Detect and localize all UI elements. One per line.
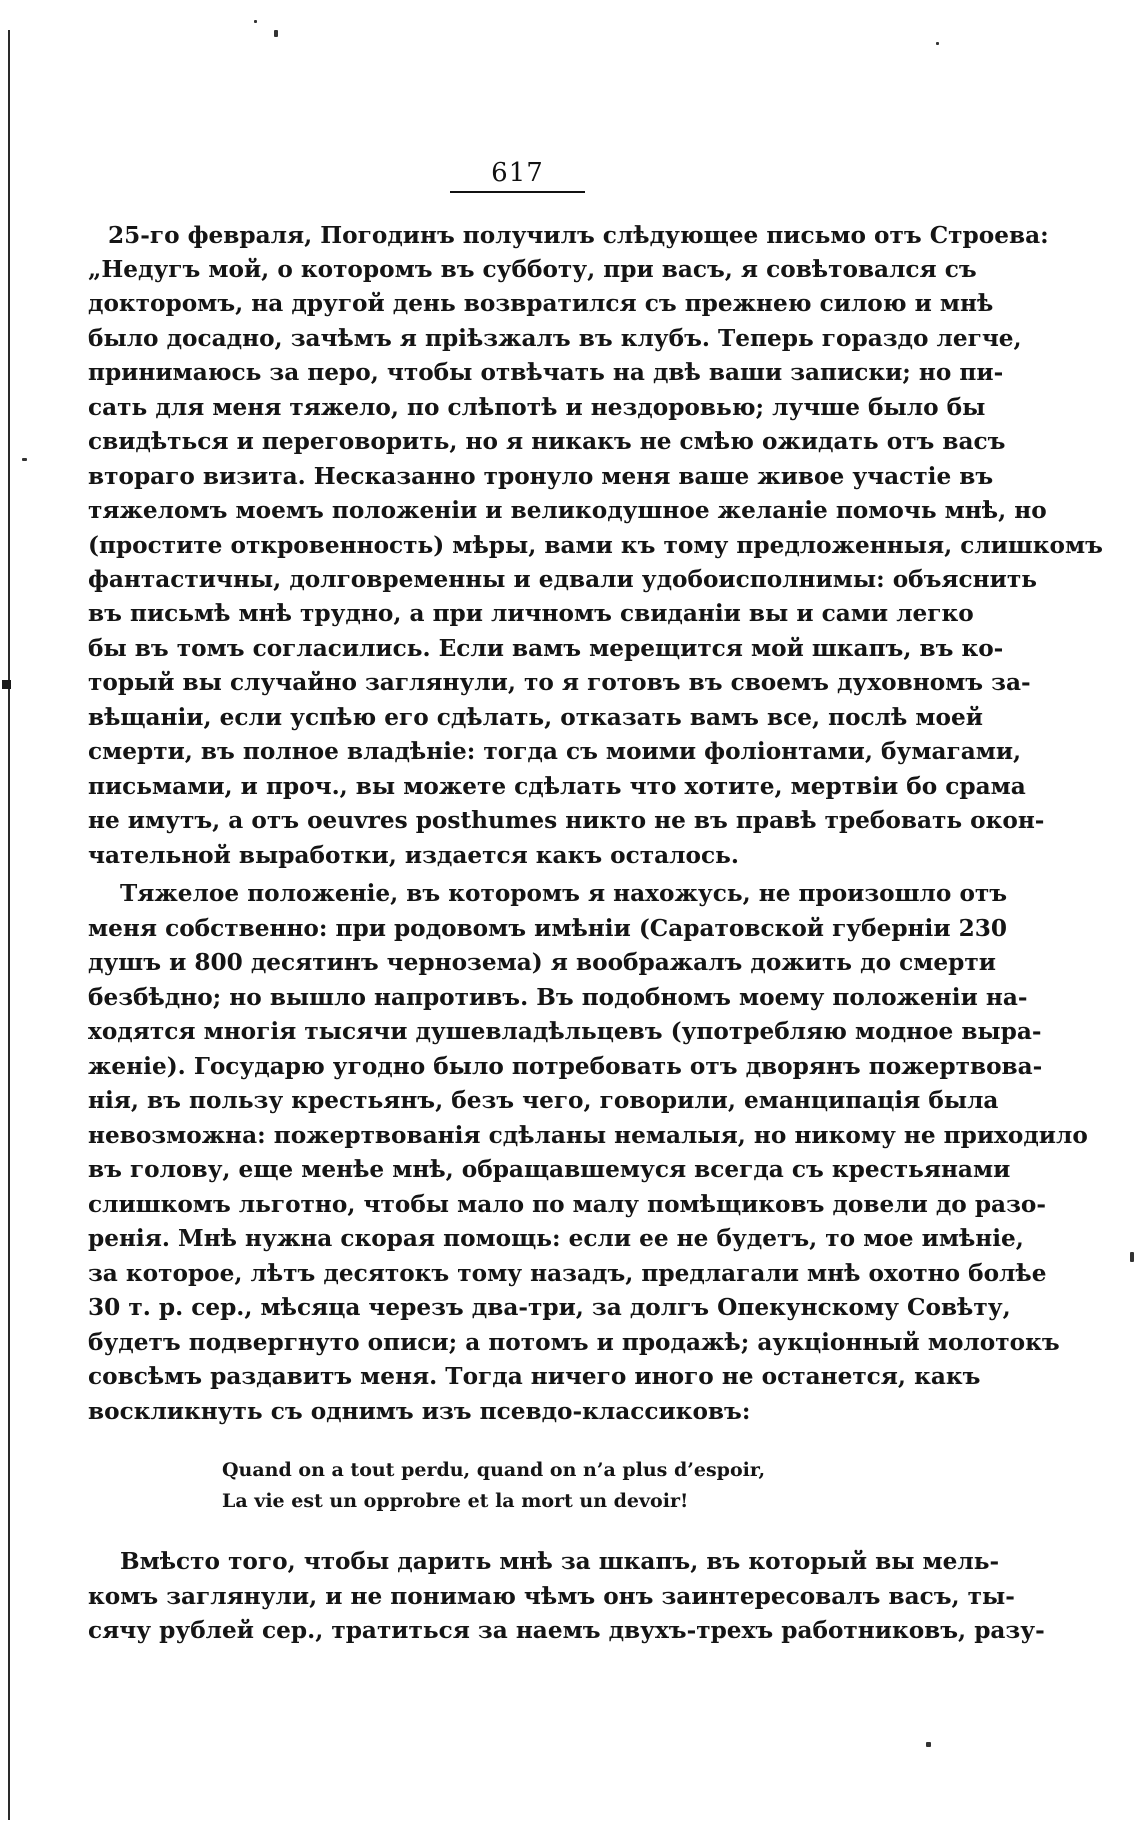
text-line: втораго визита. Несказанно тронуло меня ваше живое участіе въ <box>88 463 994 490</box>
scan-speck <box>274 30 278 37</box>
page-number-rule <box>450 191 585 193</box>
text-line: совсѣмъ раздавитъ меня. Тогда ничего иного не останется, какъ <box>88 1363 981 1390</box>
text-line: тяжеломъ моемъ положеніи и великодушное желаніе помочь мнѣ, но <box>88 497 1047 524</box>
text-line: ренія. Мнѣ нужна скорая помощь: если ее не будетъ, то мое имѣніе, <box>88 1225 1024 1252</box>
text-line: 30 т. р. сер., мѣсяца черезъ два-три, за долгъ Опекунскому Совѣту, <box>88 1294 1011 1321</box>
text-line: невозможна: пожертвованія сдѣланы немалыя, но никому не приходило <box>88 1122 1088 1149</box>
text-line: нія, въ пользу крестьянъ, безъ чего, говорили, еманципація была <box>88 1087 999 1114</box>
scan-speck <box>22 458 27 461</box>
text-line: будетъ подвергнуто описи; а потомъ и продажѣ; аукціонный молотокъ <box>88 1329 1060 1356</box>
text-line: смерти, въ полное владѣніе: тогда съ моими фоліонтами, бумагами, <box>88 738 1022 765</box>
scan-speck <box>936 42 939 45</box>
text-line: безбѣдно; но вышло напротивъ. Въ подобномъ моему положеніи на- <box>88 984 1028 1011</box>
text-line: принимаюсь за перо, чтобы отвѣчать на двѣ ваши записки; но пи- <box>88 359 1004 386</box>
text-line: слишкомъ льготно, чтобы мало по малу помѣщиковъ довели до разо- <box>88 1191 1046 1218</box>
text-line: докторомъ, на другой день возвратился съ прежнею силою и мнѣ <box>88 290 994 317</box>
binding-mark <box>2 680 11 689</box>
text-line: женіе). Государю угодно было потребовать отъ дворянъ пожертвова- <box>88 1053 1043 1080</box>
scan-speck <box>1130 1252 1134 1262</box>
text-line: сячу рублей сер., тратиться за наемъ двухъ-трехъ работниковъ, разу- <box>88 1617 1045 1644</box>
text-line: „Недугъ мой, о которомъ въ субботу, при васъ, я совѣтовался съ <box>88 256 977 283</box>
text-line: 25-го февраля, Погодинъ получилъ слѣдующее письмо отъ Строева: <box>108 222 1049 249</box>
text-line: не имутъ, а отъ oeuvres posthumes никто не въ правѣ требовать окон- <box>88 807 1045 834</box>
text-line: было досадно, зачѣмъ я пріѣзжалъ въ клубъ. Теперь гораздо легче, <box>88 325 1022 352</box>
text-line: въ голову, еще менѣе мнѣ, обращавшемуся всегда съ крестьянами <box>88 1156 1011 1183</box>
text-line: за которое, лѣтъ десятокъ тому назадъ, предлагали мнѣ охотно болѣе <box>88 1260 1047 1287</box>
text-line: меня собственно: при родовомъ имѣніи (Саратовской губерніи 230 <box>88 915 1008 942</box>
text-line: ходятся многія тысячи душевладѣльцевъ (употребляю модное выра- <box>88 1018 1042 1045</box>
text-line: чательной выработки, издается какъ осталось. <box>88 842 739 869</box>
scan-speck <box>926 1742 931 1747</box>
text-line: бы въ томъ согласились. Если вамъ мерещится мой шкапъ, въ ко- <box>88 635 1004 662</box>
text-line: торый вы случайно заглянули, то я готовъ въ своемъ духовномъ за- <box>88 669 1031 696</box>
scan-speck <box>254 20 257 23</box>
text-line: вѣщаніи, если успѣю его сдѣлать, отказать вамъ все, послѣ моей <box>88 704 983 731</box>
text-line: (простите откровенность) мѣры, вами къ тому предложенныя, слишкомъ <box>88 532 1103 559</box>
text-line: душъ и 800 десятинъ чернозема) я воображалъ дожить до смерти <box>88 949 996 976</box>
verse-line: La vie est un opprobre et la mort un devoir! <box>222 1490 689 1512</box>
verse-line: Quand on a tout perdu, quand on n’a plus d’espoir, <box>222 1459 766 1481</box>
text-line: Тяжелое положеніе, въ которомъ я нахожусь, не произошло отъ <box>120 880 1008 907</box>
binding-edge-line <box>8 30 10 1820</box>
text-line: воскликнуть съ однимъ изъ псевдо-классиковъ: <box>88 1398 751 1425</box>
text-line: сать для меня тяжело, по слѣпотѣ и нездоровью; лучше было бы <box>88 394 986 421</box>
text-line: въ письмѣ мнѣ трудно, а при личномъ свиданіи вы и сами легко <box>88 600 974 627</box>
text-line: фантастичны, долговременны и едвали удобоисполнимы: объяснить <box>88 566 1037 593</box>
page-number: 617 <box>491 158 544 188</box>
text-line: свидѣться и переговорить, но я никакъ не смѣю ожидать отъ васъ <box>88 428 1006 455</box>
text-line: комъ заглянули, и не понимаю чѣмъ онъ заинтересовалъ васъ, ты- <box>88 1583 1015 1610</box>
text-line: Вмѣсто того, чтобы дарить мнѣ за шкапъ, въ который вы мель- <box>120 1548 1000 1575</box>
text-line: письмами, и проч., вы можете сдѣлать что хотите, мертвіи бо срама <box>88 773 1026 800</box>
